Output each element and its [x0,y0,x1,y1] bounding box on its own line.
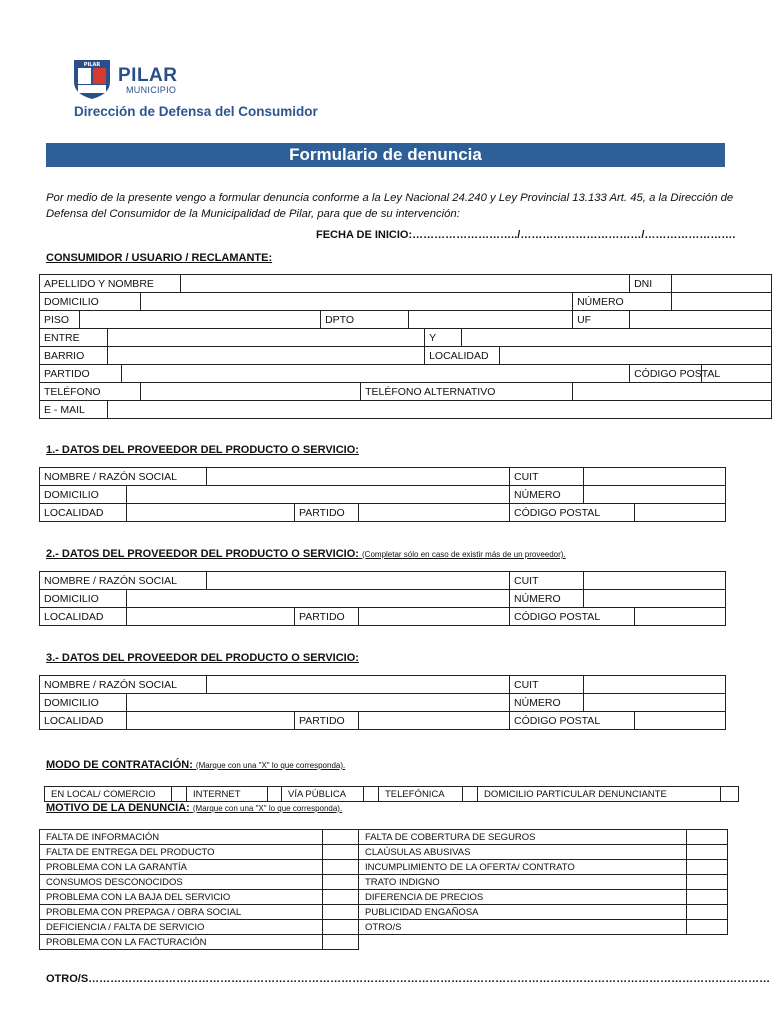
dpto-label: DPTO [321,311,409,329]
motivo-item: PROBLEMA CON LA FACTURACIÓN [40,935,323,950]
motivo-check[interactable] [323,860,359,875]
email-field[interactable] [108,401,772,419]
municipal-shield-icon [72,56,112,100]
localidad-label: LOCALIDAD [40,504,127,522]
modo-check-domicilio[interactable] [721,787,739,802]
motivo-item: DIFERENCIA DE PRECIOS [359,890,687,905]
numero-label: NÚMERO [510,590,584,608]
motivo-check[interactable] [687,845,728,860]
partido-field[interactable] [359,712,510,730]
localidad-field[interactable] [500,347,772,365]
domicilio-label: DOMICILIO [40,486,127,504]
partido-field[interactable] [122,365,630,383]
cp-label: CÓDIGO POSTAL [510,504,635,522]
motivo-heading [46,802,342,814]
email-label: E - MAIL [40,401,108,419]
motivo-item: DEFICIENCIA / FALTA DE SERVICIO [40,920,323,935]
modo-check-internet[interactable] [268,787,282,802]
localidad-label: LOCALIDAD [40,712,127,730]
telefono-label: TELÉFONO [40,383,141,401]
dni-field[interactable] [672,275,772,293]
motivo-table [39,829,728,950]
cp-field[interactable] [635,608,726,626]
proveedor-2-heading [46,548,566,560]
localidad-field[interactable] [127,608,295,626]
partido-label: PARTIDO [295,504,359,522]
motivo-check[interactable] [323,935,359,950]
cp-label: CÓDIGO POSTAL [510,608,635,626]
motivo-item: PROBLEMA CON LA GARANTÍA [40,860,323,875]
domicilio-field[interactable] [127,486,510,504]
motivo-item: FALTA DE INFORMACIÓN [40,830,323,845]
domicilio-field[interactable] [127,694,510,712]
tel-alt-field[interactable] [573,383,772,401]
modo-check-via-publica[interactable] [364,787,379,802]
localidad-label: LOCALIDAD [40,608,127,626]
domicilio-label: DOMICILIO [40,590,127,608]
motivo-check[interactable] [687,830,728,845]
motivo-item: FALTA DE ENTREGA DEL PRODUCTO [40,845,323,860]
modo-table [44,786,739,802]
nombre-field[interactable] [207,468,510,486]
cp-field[interactable] [635,504,726,522]
motivo-check[interactable] [323,830,359,845]
domicilio-field[interactable] [141,293,573,311]
localidad-field[interactable] [127,712,295,730]
empty-cell [687,935,728,950]
domicilio-label: DOMICILIO [40,293,141,311]
form-title: Formulario de denuncia [289,145,482,164]
otros-line[interactable]: OTRO/S…………………………………………………………………………………………………………………………………………………………………… [46,973,771,985]
motivo-check[interactable] [323,890,359,905]
modo-check-telefonica[interactable] [463,787,478,802]
logo-subtitle: MUNICIPIO [126,85,177,95]
motivo-check[interactable] [687,920,728,935]
numero-field[interactable] [584,694,726,712]
proveedor-2-note: (Completar sólo en caso de existir más de un proveedor). [362,550,566,559]
tel-alt-label: TELÉFONO ALTERNATIVO [361,383,573,401]
motivo-item: PUBLICIDAD ENGAÑOSA [359,905,687,920]
modo-note: (Marque con una "X" lo que corresponda). [195,761,346,770]
motivo-check[interactable] [687,860,728,875]
modo-option-internet: INTERNET [187,787,268,802]
proveedor-3-title: 3.- DATOS DEL PROVEEDOR DEL PRODUCTO O SERVICIO: [46,652,359,664]
intro-text: Por medio de la presente vengo a formular denuncia conforme a la Ley Nacional 24.240 y Ley Provincial 13.133 Art. 45, a la Dirección de Defensa del Consumidor de la Municipalidad de Pilar, para que de su intervención: [46,192,734,220]
motivo-item: OTRO/S [359,920,687,935]
shield-text: PILAR [83,62,101,68]
y-field[interactable] [462,329,772,347]
motivo-check[interactable] [323,845,359,860]
logo-name: PILAR [118,65,178,86]
cp-label: CÓDIGO POSTAL [630,365,702,383]
proveedor-1-title: 1.- DATOS DEL PROVEEDOR DEL PRODUCTO O SERVICIO: [46,444,359,456]
numero-field[interactable] [584,590,726,608]
motivo-item: PROBLEMA CON LA BAJA DEL SERVICIO [40,890,323,905]
nombre-field[interactable] [207,572,510,590]
nombre-label: NOMBRE / RAZÓN SOCIAL [40,468,207,486]
empty-cell [359,935,687,950]
motivo-check[interactable] [323,920,359,935]
modo-title: MODO DE CONTRATACIÓN: [46,759,193,771]
modo-option-local: EN LOCAL/ COMERCIO [45,787,172,802]
cuit-field[interactable] [584,676,726,694]
motivo-check[interactable] [323,905,359,920]
numero-field[interactable] [672,293,772,311]
proveedor-3-table [39,675,726,730]
telefono-field[interactable] [141,383,361,401]
nombre-field[interactable] [207,676,510,694]
motivo-title: MOTIVO DE LA DENUNCIA: [46,802,190,814]
motivo-item: FALTA DE COBERTURA DE SEGUROS [359,830,687,845]
dpto-field[interactable] [409,311,573,329]
motivo-check[interactable] [323,875,359,890]
proveedor-1-heading [46,444,359,456]
apellido-field[interactable] [181,275,630,293]
proveedor-2-table [39,571,726,626]
proveedor-2-title: 2.- DATOS DEL PROVEEDOR DEL PRODUCTO O SERVICIO: [46,548,359,560]
partido-label: PARTIDO [295,712,359,730]
apellido-label: APELLIDO Y NOMBRE [40,275,181,293]
partido-label: PARTIDO [40,365,122,383]
domicilio-field[interactable] [127,590,510,608]
localidad-label: LOCALIDAD [425,347,500,365]
cuit-label: CUIT [510,676,584,694]
consumidor-heading: CONSUMIDOR / USUARIO / RECLAMANTE: [46,252,273,264]
form-title-bar [46,143,725,167]
numero-field[interactable] [584,486,726,504]
motivo-item: CONSUMOS DESCONOCIDOS [40,875,323,890]
y-label: Y [425,329,462,347]
partido-field[interactable] [359,504,510,522]
motivo-item: TRATO INDIGNO [359,875,687,890]
motivo-item: INCUMPLIMIENTO DE LA OFERTA/ CONTRATO [359,860,687,875]
department-name: Dirección de Defensa del Consumidor [74,104,318,119]
piso-field[interactable] [80,311,321,329]
motivo-check[interactable] [687,875,728,890]
modo-option-via-publica: VÍA PÚBLICA [282,787,364,802]
barrio-label: BARRIO [40,347,108,365]
modo-check-local[interactable] [172,787,187,802]
motivo-item: PROBLEMA CON PREPAGA / OBRA SOCIAL [40,905,323,920]
nombre-label: NOMBRE / RAZÓN SOCIAL [40,572,207,590]
entre-field[interactable] [108,329,425,347]
cuit-field[interactable] [584,468,726,486]
uf-field[interactable] [630,311,772,329]
motivo-check[interactable] [687,905,728,920]
uf-label: UF [573,311,630,329]
domicilio-label: DOMICILIO [40,694,127,712]
cp-label: CÓDIGO POSTAL [510,712,635,730]
nombre-label: NOMBRE / RAZÓN SOCIAL [40,676,207,694]
entre-label: ENTRE [40,329,108,347]
partido-label: PARTIDO [295,608,359,626]
cuit-field[interactable] [584,572,726,590]
numero-label: NÚMERO [573,293,672,311]
numero-label: NÚMERO [510,694,584,712]
motivo-item: CLAÚSULAS ABUSIVAS [359,845,687,860]
cuit-label: CUIT [510,468,584,486]
motivo-check[interactable] [687,890,728,905]
modo-heading [46,759,345,771]
numero-label: NÚMERO [510,486,584,504]
modo-option-telefonica: TELEFÓNICA [379,787,463,802]
cp-field[interactable] [635,712,726,730]
proveedor-1-table [39,467,726,522]
barrio-field[interactable] [108,347,425,365]
localidad-field[interactable] [127,504,295,522]
piso-label: PISO [40,311,80,329]
consumidor-table [39,274,772,419]
partido-field[interactable] [359,608,510,626]
cuit-label: CUIT [510,572,584,590]
motivo-note: (Marque con una "X" lo que corresponda). [192,804,343,813]
dni-label: DNI [630,275,672,293]
proveedor-3-heading [46,652,359,664]
fecha-inicio: FECHA DE INICIO:………………………../……………………………/……………………. [316,229,736,241]
modo-option-domicilio: DOMICILIO PARTICULAR DENUNCIANTE [478,787,721,802]
